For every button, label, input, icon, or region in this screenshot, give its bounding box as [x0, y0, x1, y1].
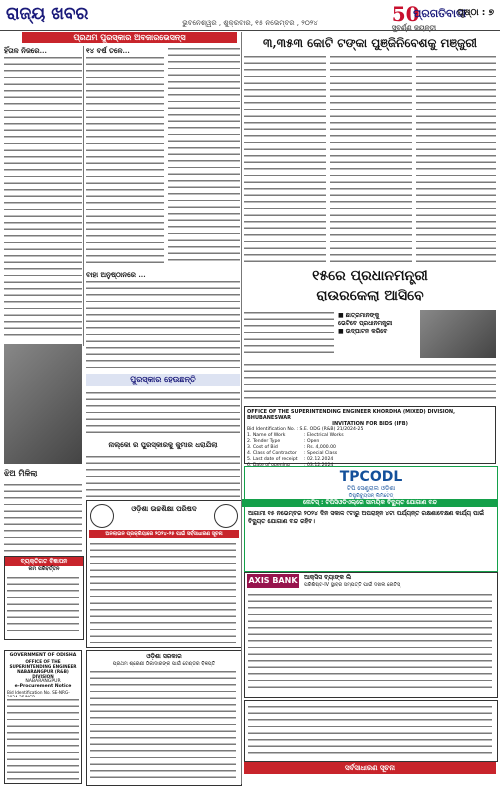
column-rule — [83, 46, 84, 346]
axis-text — [248, 592, 492, 692]
tender-row: 5. Last date of receipt : 02.12.2024 — [247, 457, 334, 462]
tpcodl-body: ଆଗାମୀ ୧୫ ନଭେମ୍ବର ୨୦୨୪ ଦିନ ସକାଳ ୯ଟାରୁ ଅପରାହ୍ନ ୪ଟା ପର୍ଯ୍ୟନ୍ତ ରକ୍ଷଣାବେକ୍ଷଣ କାର୍ଯ୍ୟ ପାଇଁ ବିଦ୍ୟୁତ ଯୋଗାଣ ବନ୍ଦ ରହିବ। — [248, 510, 484, 525]
seal-icon — [214, 504, 238, 528]
axis-logo: AXIS BANK — [247, 574, 299, 588]
story-headline: ନାଲ୍କୋ ର ପୁରସ୍କାରକୁ କୁମାର ଧରାଯିଲା — [108, 440, 218, 449]
pm-subpoints: ■ ଛାତ୍ରମାନଙ୍କୁ ଭେଟିବେ ପ୍ରଧାନମନ୍ତ୍ରୀ ■ ଉଦ୍‌ଘାଟନ କରିବେ — [338, 312, 393, 335]
emblem-icon — [90, 504, 114, 528]
masthead — [0, 0, 500, 31]
story-heading: ହିଁତାଳ ନିଜରେ... — [4, 46, 47, 55]
tpcodl-ad: TPCODL ଟିପି ସେଣ୍ଟ୍ରାଲ ଓଡ଼ିଶା ଡିଷ୍ଟ୍ରିବ୍ୟୁସନ୍ ଲିମିଟେଡ୍ — [244, 466, 498, 572]
story-text — [168, 46, 240, 266]
tender-row: 3. Cost of Bid : Rs. 4,000.00 — [247, 445, 336, 450]
paper-name: ପ୍ରଗତିବାଦୀ — [413, 7, 466, 20]
story-text — [86, 279, 240, 369]
pm-headline-2: ରାଉରକେଲା ଆସିବେ — [316, 288, 424, 304]
story-column-2 — [86, 46, 164, 266]
column-rule — [241, 32, 242, 784]
story-column-1 — [4, 46, 82, 340]
classified-ad: ବ୍ୟକ୍ତିଗତ ବିଜ୍ଞାପନ ନାମ ପରିବର୍ତ୍ତନ — [4, 556, 84, 640]
pm-photo — [420, 310, 496, 358]
story-text — [86, 55, 164, 266]
lead-col-1 — [244, 54, 326, 262]
lead-col-3 — [416, 54, 496, 262]
pm-text — [244, 310, 334, 358]
public-notice-band: ସର୍ବସାଧାରଣ ସୂଚନା — [244, 762, 496, 774]
story-heading: ବାହା ଅନୁଷ୍ଠାନରେ ... — [86, 270, 146, 279]
story-block-tribal — [86, 454, 240, 498]
pm-text-2 — [244, 362, 496, 402]
tender-notice-khordha: OFFICE OF THE SUPERINTENDING ENGINEER KHORDHA (MIXED) DIVISION, BHUBANESWAR INVITATION FOR BIDS (IFB) Bid Identification No. : S.E. ODG (R&B) 21/2024-25 1. Name of Work : Electrical Works 2. Tender Type : Open 3. Cost of Bid : Rs. 4,000.00 4. Class of Contractor : Special Class 5. Last date of receipt : 02.12.2024 — [244, 406, 496, 464]
tender-notice-nabarangpur: GOVERNMENT OF ODISHA OFFICE OF THE SUPERINTENDING ENGINEER NABARANGPUR (R&B) DIVISION NABARANGPUR e-Procurement Notice Bid Identification No. SE-NRG- — [4, 650, 82, 784]
tender-rows — [247, 433, 493, 469]
tender-row: 1. Name of Work : Electrical Works — [247, 433, 344, 438]
higher-education-ad: ଓଡ଼ିଶା ଉଚ୍ଚଶିକ୍ଷା ପରିଷଦ ଅନଲାଇନ ପ୍ରକ୍ରିୟାରେ ୨୦୨୪-୨୫ ପାଇଁ ସର୍ବସାଧାରଣ ସୂଚନା — [86, 500, 242, 648]
story-heading: ୧୪ ବର୍ଷ ତଳେ... — [86, 46, 130, 55]
page-section-title: ରାଜ୍ୟ ଖବର — [6, 4, 89, 24]
story-headline: ପୁରସ୍କାର ହେଉଛନ୍ତି — [86, 374, 240, 386]
tpcodl-logo: TPCODL — [339, 469, 403, 485]
story-text — [4, 55, 82, 340]
odisha-govt-tender: ଓଡ଼ିଶା ସରକାର ପ୍ରଥମ ଶ୍ରେଣୀ ଠିକାଦାରଙ୍କ ପାଇଁ ଟେଣ୍ଡର ବିଜ୍ଞପ୍ତି — [86, 650, 242, 786]
bottom-right-notice — [244, 700, 498, 762]
page-number: ପୃଷ୍ଠା : ୭ — [457, 8, 494, 18]
story-column-3 — [168, 46, 240, 266]
story-block-left — [4, 482, 82, 552]
tender-row: 2. Tender Type : Open — [247, 439, 320, 444]
section-banner: ପ୍ରଥମ ପୁରସ୍କାର ଅବଜାରଭେସନ୍ସ — [22, 32, 237, 43]
story-block-mid — [86, 270, 240, 370]
lead-col-2 — [330, 54, 412, 262]
tpcodl-band: ନୋଟିସ୍ : ଟିପିସିଓଡିଏଲ୍‌ରେ ସାମୟିକ ବିଦ୍ୟୁତ ଯୋଗାଣ ବନ୍ଦ — [242, 499, 498, 507]
story-headline: ଝିଅ ମିଳିଲା — [4, 468, 38, 478]
pm-headline-1: ୧୫ରେ ପ୍ରଧାନମନ୍ତ୍ରୀ — [312, 268, 428, 284]
anniversary-logo: 50 ସୁବର୍ଣ୍ଣ ଜୟନ୍ତୀ — [391, 2, 436, 32]
date-line: ଭୁବନେଶ୍ୱର , ଶୁକ୍ରବାର, ୧୫ ନଭେମ୍ବର , ୨୦୨୪ — [182, 19, 318, 27]
news-photo — [4, 344, 82, 464]
tender-row: 4. Class of Contractor : Special Class — [247, 451, 338, 456]
story-block-blue — [86, 390, 240, 436]
lead-headline: ୩,୩୫୩ କୋଟି ଟଙ୍କା ପୁଞ୍ଜିନିବେଶକୁ ମଞ୍ଜୁରୀ — [263, 36, 477, 50]
